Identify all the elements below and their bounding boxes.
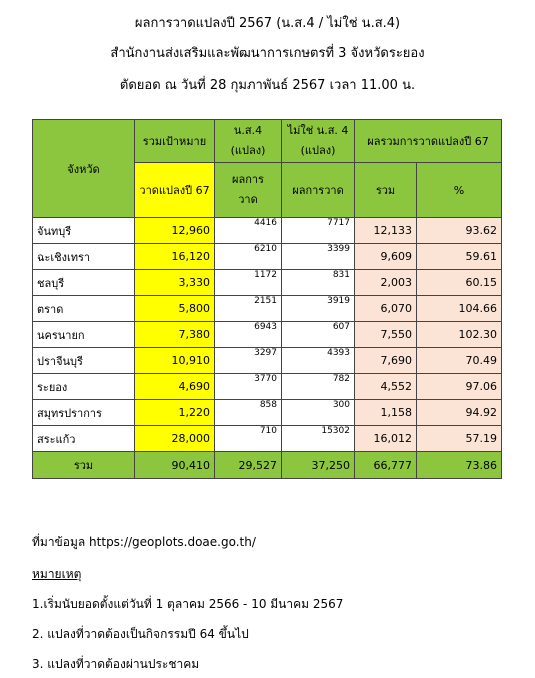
total-not-ns4: 37,250	[282, 452, 355, 479]
header-ns4: น.ส.4 (แปลง)	[215, 120, 282, 163]
cell-target: 10,910	[135, 348, 215, 374]
header-not-ns4: ไม่ใช่ น.ส. 4 (แปลง)	[282, 120, 355, 163]
cell-target: 7,380	[135, 322, 215, 348]
cell-sum: 12,133	[355, 218, 417, 244]
note-item-2: 2. แปลงที่วาดต้องเป็นกิจกรรมปี 64 ขึ้นไป	[32, 627, 249, 641]
cell-pct: 97.06	[417, 374, 502, 400]
header-sum: รวม	[355, 163, 417, 218]
cell-target: 28,000	[135, 426, 215, 452]
cell-ns4: 3770	[215, 374, 282, 400]
cell-target: 1,220	[135, 400, 215, 426]
table-row	[33, 348, 502, 374]
table-row	[33, 400, 502, 426]
cell-target: 4,690	[135, 374, 215, 400]
total-target: 90,410	[135, 452, 215, 479]
cell-target: 3,330	[135, 270, 215, 296]
notes-heading: หมายเหตุ	[32, 567, 82, 581]
cell-sum: 1,158	[355, 400, 417, 426]
total-ns4: 29,527	[215, 452, 282, 479]
cell-not-ns4: 7717	[282, 218, 355, 244]
cell-province: ชลบุรี	[33, 270, 135, 296]
cell-pct: 93.62	[417, 218, 502, 244]
total-label: รวม	[33, 452, 135, 479]
cell-pct: 59.61	[417, 244, 502, 270]
cell-sum: 6,070	[355, 296, 417, 322]
cell-pct: 60.15	[417, 270, 502, 296]
results-table	[32, 119, 502, 479]
table-row	[33, 244, 502, 270]
cell-province: ปราจีนบุรี	[33, 348, 135, 374]
cell-not-ns4: 4393	[282, 348, 355, 374]
cell-pct: 102.30	[417, 322, 502, 348]
cell-not-ns4: 3399	[282, 244, 355, 270]
cell-pct: 57.19	[417, 426, 502, 452]
header-summary: ผลรวมการวาดแปลงปี 67	[355, 120, 502, 163]
cell-target: 12,960	[135, 218, 215, 244]
cell-province: ฉะเชิงเทรา	[33, 244, 135, 270]
cell-not-ns4: 782	[282, 374, 355, 400]
table-row	[33, 322, 502, 348]
cell-target: 16,120	[135, 244, 215, 270]
header-pct: %	[417, 163, 502, 218]
cell-sum: 7,690	[355, 348, 417, 374]
cell-pct: 94.92	[417, 400, 502, 426]
cell-province: นครนายก	[33, 322, 135, 348]
cell-ns4: 4416	[215, 218, 282, 244]
cell-sum: 2,003	[355, 270, 417, 296]
data-source: ที่มาข้อมูล https://geoplots.doae.go.th/	[32, 535, 256, 549]
note-item-1: 1.เริ่มนับยอดตั้งแต่วันที่ 1 ตุลาคม 2566 - 10 มีนาคม 2567	[32, 597, 344, 611]
cell-sum: 16,012	[355, 426, 417, 452]
cell-ns4: 858	[215, 400, 282, 426]
cell-sum: 4,552	[355, 374, 417, 400]
cell-not-ns4: 607	[282, 322, 355, 348]
table-row	[33, 374, 502, 400]
header-not-ns4-sub: ผลการวาด	[282, 163, 355, 218]
cell-ns4: 3297	[215, 348, 282, 374]
cell-ns4: 6943	[215, 322, 282, 348]
cell-not-ns4: 831	[282, 270, 355, 296]
cell-not-ns4: 300	[282, 400, 355, 426]
cell-province: ระยอง	[33, 374, 135, 400]
cell-province: จันทบุรี	[33, 218, 135, 244]
total-pct: 73.86	[417, 452, 502, 479]
note-item-3: 3. แปลงที่วาดต้องผ่านประชาคม	[32, 657, 200, 671]
header-target: รวมเป้าหมาย	[135, 120, 215, 163]
cell-ns4: 2151	[215, 296, 282, 322]
header-target-sub: วาดแปลงปี 67	[135, 163, 215, 218]
table-row	[33, 426, 502, 452]
cell-province: ตราด	[33, 296, 135, 322]
cell-sum: 9,609	[355, 244, 417, 270]
cell-province: สมุทรปราการ	[33, 400, 135, 426]
header-ns4-sub: ผลการ วาด	[215, 163, 282, 218]
report-title: ผลการวาดแปลงปี 2567 (น.ส.4 / ไม่ใช่ น.ส.4)	[134, 16, 401, 31]
cell-pct: 70.49	[417, 348, 502, 374]
office-subtitle: สำนักงานส่งเสริมและพัฒนาการเกษตรที่ 3 จังหวัดระยอง	[110, 46, 425, 61]
table-row	[33, 218, 502, 244]
cell-ns4: 6210	[215, 244, 282, 270]
cell-ns4: 1172	[215, 270, 282, 296]
cell-not-ns4: 15302	[282, 426, 355, 452]
cell-not-ns4: 3919	[282, 296, 355, 322]
total-sum: 66,777	[355, 452, 417, 479]
header-province: จังหวัด	[33, 120, 135, 218]
cutoff-date: ตัดยอด ณ วันที่ 28 กุมภาพันธ์ 2567 เวลา 11.00 น.	[119, 78, 416, 93]
cell-province: สระแก้ว	[33, 426, 135, 452]
cell-pct: 104.66	[417, 296, 502, 322]
cell-sum: 7,550	[355, 322, 417, 348]
table-row	[33, 296, 502, 322]
table-row	[33, 270, 502, 296]
cell-target: 5,800	[135, 296, 215, 322]
total-row	[33, 452, 502, 479]
cell-ns4: 710	[215, 426, 282, 452]
